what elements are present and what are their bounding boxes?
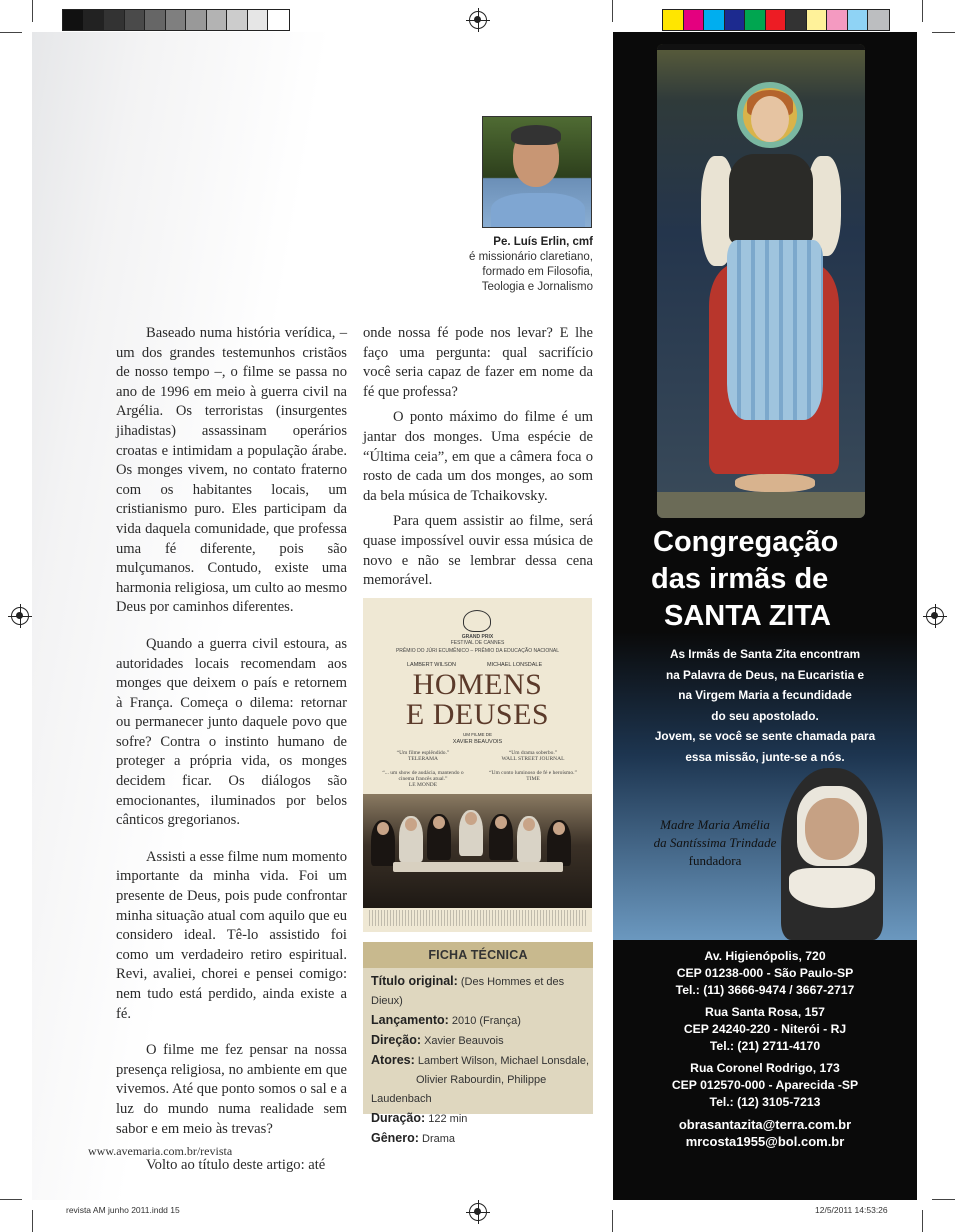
poster-actor: MICHAEL LONSDALE xyxy=(487,662,543,668)
crop-mark xyxy=(932,32,955,33)
swatch xyxy=(663,10,684,30)
sheet-row xyxy=(371,1109,593,1129)
saint-apron xyxy=(727,240,823,420)
swatch xyxy=(868,10,889,30)
window-floor xyxy=(657,492,865,518)
author-photo xyxy=(482,116,592,228)
poster-monk xyxy=(399,816,423,862)
swatch xyxy=(807,10,828,30)
poster-monk xyxy=(489,814,513,860)
crop-mark xyxy=(922,0,923,22)
address-cep: CEP 012570-000 - Aparecida -SP xyxy=(671,1078,859,1092)
sheet-label: Direção: xyxy=(371,1033,422,1047)
technical-sheet-heading: FICHA TÉCNICA xyxy=(363,942,593,968)
crop-mark xyxy=(0,32,22,33)
sheet-row xyxy=(371,972,593,1011)
poster-quote xyxy=(487,750,579,762)
poster-credits xyxy=(369,910,586,926)
article-paragraph: Quando a guerra civil estoura, as autoridades locais recomendam aos monges que deixem o país e retornem à França. Começa o dilema: retornar ou permanecer junto daquele povo que sofre? Contra o instinto humano de proteger a própria vida, os monges decidem ficar. Os diálogos são emocionantes, iluminados por belos cânticos gregorianos. xyxy=(116,635,347,829)
founder-caption xyxy=(635,816,795,870)
sheet-value: Lambert Wilson, Michael Lonsdale, xyxy=(417,1055,590,1067)
poster-monk xyxy=(427,814,451,860)
address-phone: Tel.: (11) 3666-9474 / 3667-2717 xyxy=(675,983,855,997)
movie-poster xyxy=(363,598,592,932)
ad-headline-line: Congregação xyxy=(653,526,839,558)
swatch xyxy=(725,10,746,30)
ad-description xyxy=(613,644,917,767)
author-bio-line: Teologia e Jornalismo xyxy=(481,281,593,293)
ad-description-line: essa missão, junte-se a nós. xyxy=(685,749,845,764)
sheet-label: Lançamento: xyxy=(371,1013,449,1027)
ad-description-line: As Irmãs de Santa Zita encontram xyxy=(669,647,861,661)
author-bio-line: formado em Filosofia, xyxy=(482,266,593,278)
photo-shirt xyxy=(491,193,585,228)
founder-collar xyxy=(789,868,875,908)
email-link[interactable]: mrcosta1955@bol.com.br xyxy=(685,1134,845,1149)
poster-prizes: PRÊMIO DO JÚRI ECUMÊNICO – PRÊMIO DA EDUCAÇÃO NACIONAL xyxy=(395,648,560,654)
address-cep: CEP 01238-000 - São Paulo-SP xyxy=(676,966,854,980)
magazine-url[interactable]: www.avemaria.com.br/revista xyxy=(88,1144,233,1158)
santa-zita-advertisement xyxy=(613,32,917,1200)
registration-mark-icon xyxy=(926,607,944,625)
address-phone: Tel.: (12) 3105-7213 xyxy=(709,1095,821,1109)
poster-award: GRAND PRIX xyxy=(461,634,494,640)
poster-quote xyxy=(377,750,469,762)
saint-face xyxy=(751,96,789,142)
quote-text: “Um conto luminoso de fé e heroísmo.” xyxy=(489,770,577,776)
swatch xyxy=(786,10,807,30)
email-link[interactable]: obrasantazita@terra.com.br xyxy=(678,1117,852,1132)
swatch xyxy=(63,10,84,30)
color-bar xyxy=(662,9,890,31)
poster-title: E DEUSES xyxy=(405,698,550,731)
author-caption xyxy=(440,235,593,295)
swatch xyxy=(207,10,228,30)
swatch xyxy=(268,10,289,30)
article-paragraph: O ponto máximo do filme é um jantar dos monges. Uma espécie de “Última ceia”, em que a câmera foca o rosto de cada um dos monges, ao som da bela música de Tchaikovsky. xyxy=(363,409,593,504)
address-street: Rua Santa Rosa, 157 xyxy=(705,1005,825,1019)
address-block xyxy=(613,948,917,999)
swatch xyxy=(104,10,125,30)
sheet-label: Atores: xyxy=(371,1053,415,1067)
technical-sheet xyxy=(363,942,593,1145)
swatch xyxy=(827,10,848,30)
founder-role: fundadora xyxy=(688,853,742,868)
poster-director-label: UM FILME DE xyxy=(462,732,492,737)
sheet-row xyxy=(371,1129,593,1149)
ad-description-line: Jovem, se você se sente chamada para xyxy=(654,729,876,743)
article-paragraph: onde nossa fé pode nos levar? E lhe faço uma pergunta: qual sacrifício você seria capaz de fazer em nome da fé que professa? xyxy=(363,325,593,400)
founder-name: Madre Maria Amélia xyxy=(660,817,770,832)
ad-headline xyxy=(613,524,917,635)
sheet-label: Gênero: xyxy=(371,1131,419,1145)
file-slug: revista AM junho 2011.indd 15 xyxy=(66,1205,180,1215)
poster-director: XAVIER BEAUVOIS xyxy=(452,739,503,745)
poster-actor: LAMBERT WILSON xyxy=(407,662,457,668)
print-timestamp: 12/5/2011 14:53:26 xyxy=(815,1205,888,1215)
ad-emails xyxy=(613,1116,917,1150)
address-phone: Tel.: (21) 2711-4170 xyxy=(709,1039,821,1053)
quote-source: WALL STREET JOURNAL xyxy=(501,756,565,762)
quote-source: LE MONDE xyxy=(408,782,438,788)
swatch xyxy=(166,10,187,30)
swatch xyxy=(766,10,787,30)
founder-face xyxy=(805,798,859,860)
swatch xyxy=(125,10,146,30)
sheet-value: Xavier Beauvois xyxy=(424,1035,504,1047)
sheet-value: 2010 (França) xyxy=(451,1015,521,1027)
author-name: Pe. Luís Erlin, cmf xyxy=(493,236,593,248)
article-column-right xyxy=(363,324,593,591)
window-frame xyxy=(657,44,865,50)
address-street: Av. Higienópolis, 720 xyxy=(704,949,826,963)
swatch xyxy=(145,10,166,30)
swatch xyxy=(704,10,725,30)
sheet-value: 122 min xyxy=(428,1113,468,1125)
crop-mark xyxy=(32,0,33,22)
poster-monk xyxy=(517,816,541,862)
swatch xyxy=(186,10,207,30)
ad-addresses xyxy=(613,948,917,1116)
saint-feet xyxy=(735,474,815,492)
crop-mark xyxy=(0,1199,22,1200)
poster-monk xyxy=(547,820,571,866)
sheet-value: Olivier Rabourdin, Philippe Laudenbach xyxy=(371,1074,547,1105)
article-paragraph: O filme me fez pensar na nossa presença religiosa, no ambiente em que vivemos. Até que ponto somos o sal e a luz do mundo numa realidade sem sabor e em meio às trevas? xyxy=(116,1042,347,1137)
poster-table xyxy=(393,862,563,872)
sheet-value: (Des Hommes et des Dieux) xyxy=(371,976,565,1007)
quote-text: “Um filme esplêndido.” xyxy=(396,750,450,756)
sheet-value: Drama xyxy=(422,1133,456,1145)
quote-source: TIME xyxy=(526,776,540,782)
registration-mark-icon xyxy=(469,11,487,29)
swatch xyxy=(684,10,705,30)
registration-mark-icon xyxy=(11,607,29,625)
quote-text: “... um show de audácia, mantendo o cinema francês atual.” xyxy=(382,770,464,782)
grayscale-bar xyxy=(62,9,290,31)
article-paragraph: Baseado numa história verídica, – um dos grandes testemunhos cristãos de nosso tempo –, o filme se passa no ano de 1996 em meio à guerra civil na Argélia. Os terroristas (insurgentes jihadistas) assassinam operários croatas e intimidam a população árabe. Os monges vivem, no contato fraterno com os habitantes locais, um cristianismo puro. Eles participam da vida daquela comunidade, que professa uma fé diferente, pois são mulçumanos. Contudo, existe uma harmonia religiosa, um culto ao mesmo Deus por caminhos diferentes. xyxy=(116,325,348,616)
sheet-label: Título original: xyxy=(371,974,458,988)
article-column-left xyxy=(116,324,347,1176)
poster-title: HOMENS xyxy=(412,668,543,701)
crop-mark xyxy=(32,1210,33,1232)
cannes-palm-icon xyxy=(463,610,491,632)
crop-mark xyxy=(922,1210,923,1232)
quote-text: “Um drama soberbo.” xyxy=(508,750,558,756)
ad-description-line: na Virgem Maria a fecundidade xyxy=(678,688,852,702)
poster-festival: FESTIVAL DE CANNES xyxy=(450,640,505,646)
swatch xyxy=(745,10,766,30)
ad-headline-line: das irmãs de xyxy=(651,563,829,595)
registration-mark-icon xyxy=(469,1203,487,1221)
ad-headline-line: SANTA ZITA xyxy=(664,600,831,632)
swatch xyxy=(84,10,105,30)
crop-mark xyxy=(612,1210,613,1232)
address-block xyxy=(613,1060,917,1111)
sheet-row xyxy=(371,1051,593,1071)
article-paragraph: Assisti a esse filme num momento importante da minha vida. Foi um presente de Deus, pois pude confrontar minha situação atual com aquilo que eu considero ideal. Tê-lo assistido foi como um verdadeiro retiro espiritual. Revi, avaliei, chorei e pensei comigo: nem tudo está perdido, ainda existe a fé. xyxy=(116,848,347,1022)
crop-mark xyxy=(612,0,613,22)
address-cep: CEP 24240-220 - Niterói - RJ xyxy=(683,1022,847,1036)
founder-name: da Santíssima Trindade xyxy=(653,835,777,850)
article-paragraph: Para quem assistir ao filme, será quase impossível ouvir essa música de novo e não se lembrar dessa cena memorável. xyxy=(363,513,593,589)
poster-monk xyxy=(371,820,395,866)
author-bio-line: é missionário claretiano, xyxy=(468,251,593,263)
sheet-label: Duração: xyxy=(371,1111,426,1125)
ad-description-line: do seu apostolado. xyxy=(711,708,819,723)
poster-quote xyxy=(377,770,469,788)
swatch xyxy=(227,10,248,30)
address-block xyxy=(613,1004,917,1055)
photo-hair xyxy=(511,125,561,145)
saint-bodice xyxy=(729,154,813,244)
sheet-row xyxy=(371,1011,593,1031)
quote-source: TELERAMA xyxy=(408,756,438,762)
swatch xyxy=(248,10,269,30)
sheet-row xyxy=(371,1071,593,1109)
swatch xyxy=(848,10,869,30)
poster-monk xyxy=(459,810,483,856)
crop-mark xyxy=(932,1199,955,1200)
poster-quote xyxy=(487,770,579,782)
article-paragraph: Volto ao título deste artigo: até xyxy=(146,1157,326,1174)
ad-description-line: na Palavra de Deus, na Eucaristia e xyxy=(665,667,865,682)
sheet-row xyxy=(371,1031,593,1051)
stained-glass-window xyxy=(657,44,865,518)
address-street: Rua Coronel Rodrigo, 173 xyxy=(690,1061,840,1075)
